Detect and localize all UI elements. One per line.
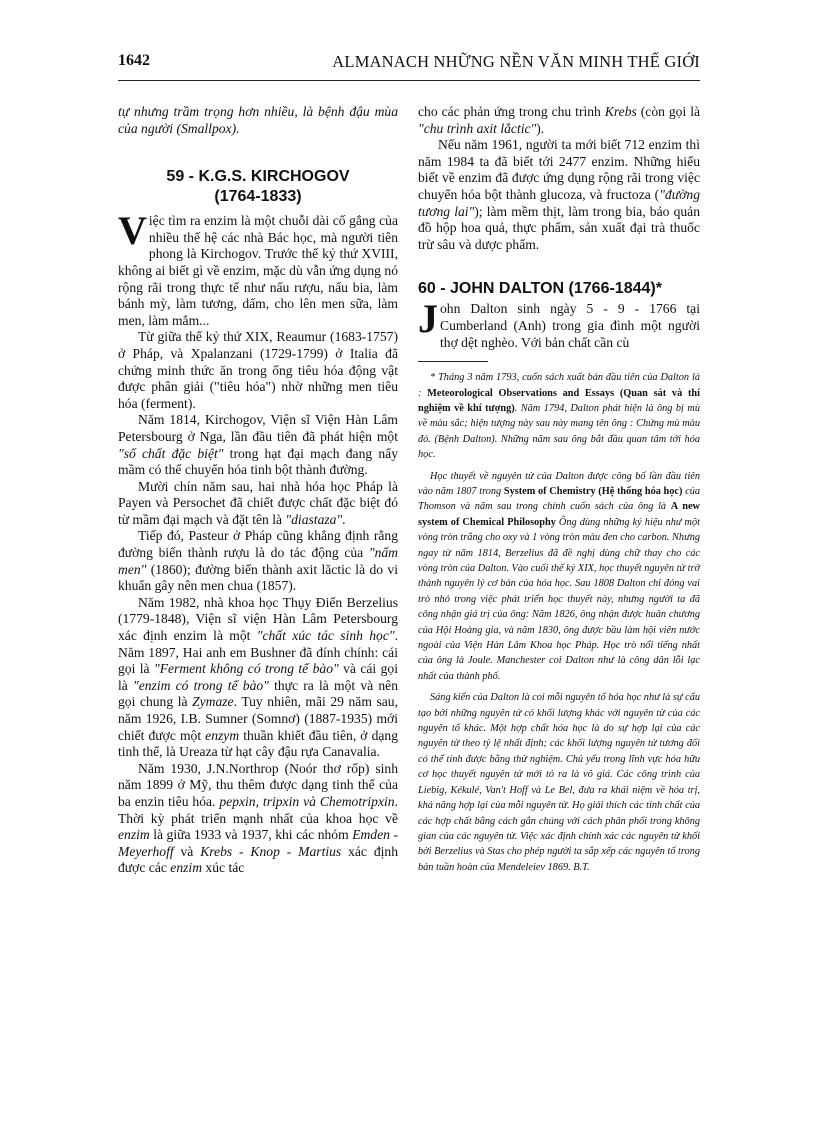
footnote-divider [418, 361, 488, 362]
intro-paragraph: tự nhưng trầm trọng hơn nhiều, là bệnh đậu mùa của người (Smallpox). [118, 104, 398, 136]
left-column [118, 104, 398, 877]
running-title: ALMANACH NHỮNG NỀN VĂN MINH THẾ GIỚI [332, 52, 700, 71]
section-60-title: 60 - JOHN DALTON (1766-1844)* [418, 280, 662, 298]
section-59-paragraph-1: Việc tìm ra enzim là một chuỗi dài cố gắng của nhiều thế hệ các nhà Bác học, mà người tiên phong là Kirchogov. Trước thế kỷ thứ XVIII, không ai biết gì về enzim, mặc dù vẫn ứng dụng nó rộng rãi trong thực tế như nấu rượu, nấu bia, làm bánh mỳ, làm tương, dấm, cho lên men sữa, làm men, làm mắm... [118, 208, 398, 328]
section-59-years: (1764-1833) [214, 188, 302, 206]
dropcap: V [118, 208, 147, 254]
page-number: 1642 [118, 52, 150, 69]
footnote-3: Sáng kiến của Dalton là coi mỗi nguyên tố hóa học như là sự cấu tạo bởi những nguyên tử có khối lượng khác với nguyên tử của các nguyên tố khác. Một hợp chất hóa học là do sự hợp lại của các nguyên tử theo tỷ lệ nhất định; các khối lượng nguyên tử tương đối có thể tính được bằng thử nghiệm. Chủ yếu trong lĩnh vực hóa hữu cơ học thuyết nguyên tử mới tỏ ra là vô giá. Các công trình của Liebig, Kékulé, Van't Hoff và Le Bel, đưa ra khái niệm về hóa trị, khả năng hợp lại của mỗi nguyên tử. Họ giải thích các tính chất của các hợp chất bằng cách gắn chúng với cách phân phối trong không gian của các nguyên tử. Việc xác định chính xác các nguyên tử khối bởi Berzelius và Stas cho phép người ta sắp xếp các nguyên tố trong bản tuần hoàn của Mendeleiev 1869. B.T. [418, 692, 700, 873]
section-59-paragraph-2: Từ giữa thế kỷ thứ XIX, Reaumur (1683-1757) ở Pháp, và Xpalanzani (1729-1799) ở Italia đã chứng minh thức ăn trong ống tiêu hóa động vật được phân giải ("tiêu hóa") nhờ những men tiêu hóa (ferment). [118, 329, 398, 411]
footnote-1: * Tháng 3 năm 1793, cuốn sách xuất bản đầu tiên của Dalton là : Meteorological Observations and Essays (Quan sát và thí nghiệm về khí tượng). Năm 1794, Dalton phát hiện là ông bị mù về màu sắc; hiện tượng này sau này mang tên ông : Chứng mù màu đỏ. (Bệnh Dalton). Những năm sau ông bắt đầu quan tâm tới hóa học. [418, 372, 700, 461]
page-header [118, 52, 700, 81]
enzyme-applications-paragraph: Nếu năm 1961, người ta mới biết 712 enzim thì năm 1984 ta đã biết tới 2477 enzim. Những hiểu biết về enzim đã được ứng dụng rộng rãi trong việc chuyển hóa bột thành glucoza, và fructoza ("đường tương lai"); làm mềm thịt, làm trong bia, bảo quản đồ hộp hoa quả, thực phẩm, sản xuất đại trà thuốc trừ sâu và dược phẩm. [418, 137, 701, 252]
section-59-paragraph-4: Mười chín năm sau, hai nhà hóa học Pháp là Payen và Persochet đã chiết được chất đặc biệt đó từ mầm đại mạch và đặt tên là "diastaza". [118, 478, 398, 527]
section-60-paragraph-1: John Dalton sinh ngày 5 - 9 - 1766 tại Cumberland (Anh) trong gia đình một người thợ dệt nghèo. Với bản chất cần cù [418, 296, 700, 350]
dropcap: J [418, 296, 438, 342]
footnote-2: Học thuyết về nguyên tử của Dalton được công bố lần đầu tiên vào năm 1807 trong System of Chemistry (Hệ thống hóa học) của Thomson và năm sau trong chính cuốn sách của ông là A new system of Chemical Philosophy Ông dùng những ký hiệu như một vòng tròn trắng cho oxy và 1 vòng tròn màu đen cho carbon. Nhưng ngay từ năm 1814, Berzelius đã đề nghị dùng chữ thay cho các vòng tròn của Dalton. Vào cuối thế kỷ XIX, học thuyết nguyên tử trở thành nguyên lý cơ bản của hóa học. Sau 1808 Dalton chỉ đóng vai trò nhỏ trong việc phát triển học thuyết này, nhưng người ta đã công nhận giá trị của ông: Năm 1826, ông nhận được huân chương của Hội Hoàng gia, và năm 1830, ông được bầu làm hội viên nước ngoài của Viện Hàn Lâm Khoa học Pháp. Học trò nổi tiếng nhất của ông là Joule. Manchester coi Dalton như là công dân lỗi lạc nhất của thành phố. [418, 470, 700, 682]
section-59-title: 59 - K.G.S. KIRCHOGOV [166, 168, 350, 186]
section-59-paragraph-5: Tiếp đó, Pasteur ở Pháp cũng khẳng định rằng đường biến thành rượu là do tác động của "nấm men" (1860); đường biến thành axit lăctic là do vi khuẩn gây nên men chua (1857). [118, 528, 398, 594]
section-59-paragraph-7: Năm 1930, J.N.Northrop (Noór thơ rốp) sinh năm 1899 ở Mỹ, thu thêm được dạng tinh thể của ba enzin tiêu hóa. pepxin, tripxin và Chemotripxin. Thời kỳ phát triển mạnh nhất của khoa học về enzim là giữa 1933 và 1937, khi các nhóm Emden - Meyerhoff và Krebs - Knop - Martius xác định được các enzim xúc tác [118, 760, 398, 876]
section-59-paragraph-3: Năm 1814, Kirchogov, Viện sĩ Viện Hàn Lâm Petersbourg ở Nga, lần đầu tiên đã phát hiện một "số chất đặc biệt" trong hạt đại mạch đang nẩy mầm có thể chuyển hóa tinh bột thành đường. [118, 412, 398, 478]
right-column [418, 104, 700, 881]
continuation-paragraph: cho các phản ứng trong chu trình Krebs (còn gọi là "chu trình axit lắctic"). [418, 104, 701, 136]
section-59-paragraph-6: Năm 1982, nhà khoa học Thụy Điển Berzelius (1779-1848), Viện sĩ viện Hàn Lâm Petersbourg xác định enzim là một "chất xúc tác sinh học". Năm 1897, Hai anh em Bushner đã đính chính: cái gọi là "Ferment không có trong tế bào" và cái gọi là "enzim có trong tế bào" thực ra là một và nên gọi chung là Zymaze. Tuy nhiên, mãi 29 năm sau, năm 1926, I.B. Sumner (Somnơ) (1887-1935) mới chiết được một enzym thuần khiết đầu tiên, ở dạng tinh thể, là Ureaza từ hạt cây đậu rựa Canavalia. [118, 594, 399, 760]
